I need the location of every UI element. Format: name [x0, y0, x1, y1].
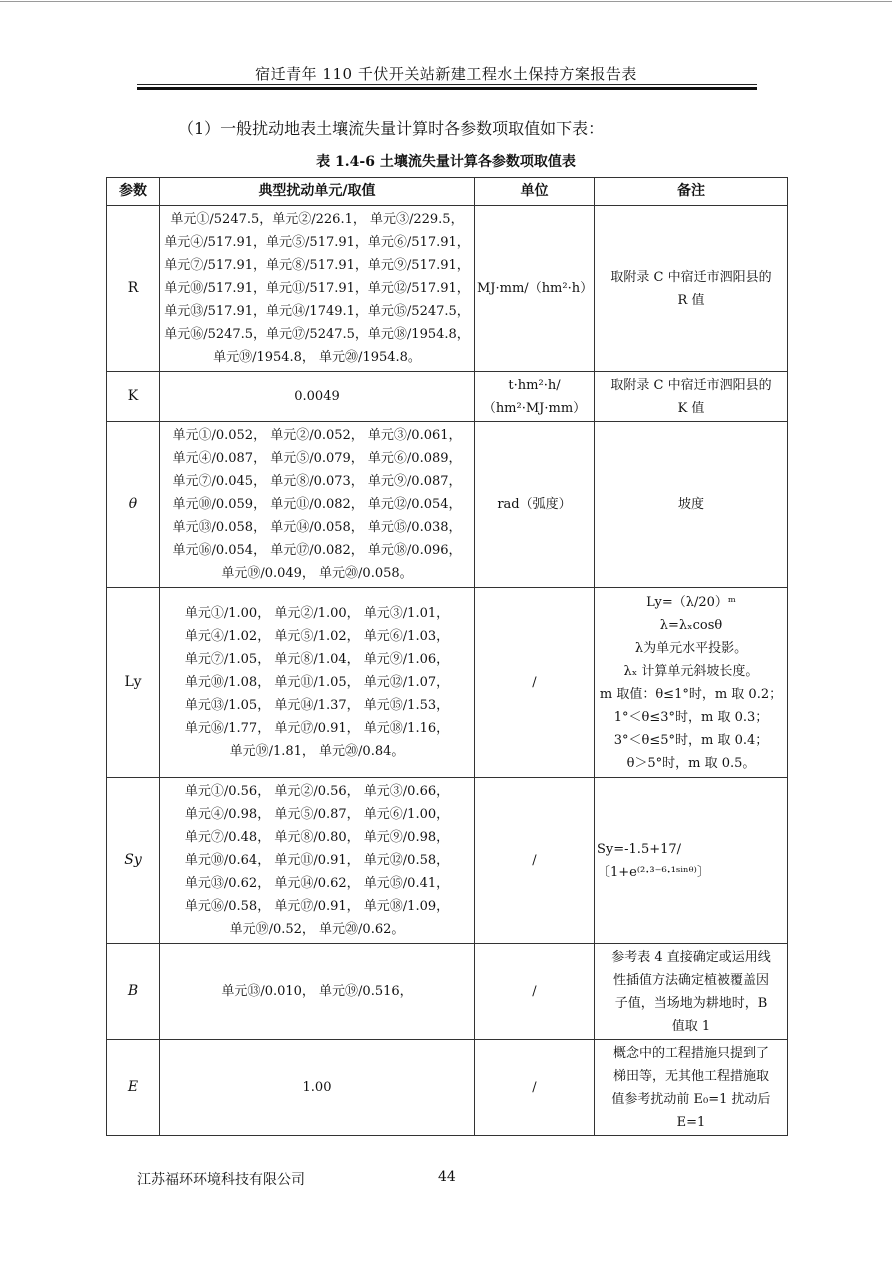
table-row-k: [107, 372, 788, 422]
unit-cell: rad（弧度）: [475, 422, 595, 588]
table-row-ly: [107, 588, 788, 778]
note-cell: 参考表 4 直接确定或运用线 性插值方法确定植被覆盖因 子值，当场地为耕地时，B 值取 1: [595, 944, 788, 1040]
table-row-r: [107, 206, 788, 372]
values-cell: 单元①/1.00， 单元②/1.00， 单元③/1.01， 单元④/1.02， 单元⑤/1.02， 单元⑥/1.03， 单元⑦/1.05， 单元⑧/1.04， 单元⑨/1.06， 单元⑩/1.08， 单元⑪/1.05， 单元⑫/1.07， 单元⑬/1.05， 单元⑭/1.37， 单元⑮/1.53， 单元⑯/1.77， 单元⑰/0.91， 单元⑱/1.16， 单元⑲/1.81， 单元⑳/0.84。: [160, 588, 475, 778]
intro-paragraph: （1）一般扰动地表土壤流失量计算时各参数项取值如下表：: [178, 119, 605, 138]
note-cell: 概念中的工程措施只提到了 梯田等，无其他工程措施取 值参考扰动前 E₀=1 扰动后 E=1: [595, 1040, 788, 1136]
page-top-edge: [0, 1, 892, 2]
param-cell: B: [107, 944, 160, 1040]
param-cell: K: [107, 372, 160, 422]
header-rule-thick: [137, 87, 757, 90]
table-row-e: [107, 1040, 788, 1136]
header-param: 参数: [107, 178, 160, 206]
param-cell: Ly: [107, 588, 160, 778]
table-row-theta: [107, 422, 788, 588]
note-cell: 取附录 C 中宿迁市泗阳县的 K 值: [595, 372, 788, 422]
values-cell: 1.00: [160, 1040, 475, 1136]
header-unit: 单位: [475, 178, 595, 206]
values-cell: 单元①/5247.5，单元②/226.1， 单元③/229.5， 单元④/517.91，单元⑤/517.91，单元⑥/517.91， 单元⑦/517.91，单元⑧/517.91，单元⑨/517.91， 单元⑩/517.91，单元⑪/517.91，单元⑫/517.91， 单元⑬/517.91，单元⑭/1749.1，单元⑮/5247.5， 单元⑯/5247.5，单元⑰/5247.5，单元⑱/1954.8， 单元⑲/1954.8， 单元⑳/1954.8。: [160, 206, 475, 372]
values-cell: 单元⑬/0.010， 单元⑲/0.516，: [160, 944, 475, 1040]
param-cell: E: [107, 1040, 160, 1136]
note-cell: 坡度: [595, 422, 788, 588]
header-rule-thin: [137, 84, 757, 85]
document-header-title: 宿迁青年 110 千伏开关站新建工程水土保持方案报告表: [255, 65, 637, 83]
footer-company: 江苏福环环境科技有限公司: [137, 1172, 305, 1188]
unit-cell: t·hm²·h/ （hm²·MJ·mm）: [475, 372, 595, 422]
table-caption: 表 1.4-6 土壤流失量计算各参数项取值表: [316, 154, 576, 170]
values-cell: 单元①/0.052， 单元②/0.052， 单元③/0.061， 单元④/0.087， 单元⑤/0.079， 单元⑥/0.089， 单元⑦/0.045， 单元⑧/0.073， 单元⑨/0.087， 单元⑩/0.059， 单元⑪/0.082， 单元⑫/0.054， 单元⑬/0.058， 单元⑭/0.058， 单元⑮/0.038， 单元⑯/0.054， 单元⑰/0.082， 单元⑱/0.096， 单元⑲/0.049， 单元⑳/0.058。: [160, 422, 475, 588]
note-cell: Ly=（λ/20）ᵐ λ=λₓcosθ λ为单元水平投影。 λₓ 计算单元斜坡长度。 m 取值：θ≤1°时，m 取 0.2； 1°＜θ≤3°时，m 取 0.3； 3°＜θ≤5°时，m 取 0.4； θ＞5°时，m 取 0.5。: [595, 588, 788, 778]
header-values: 典型扰动单元/取值: [160, 178, 475, 206]
unit-cell: MJ·mm/（hm²·h）: [475, 206, 595, 372]
param-cell: R: [107, 206, 160, 372]
unit-cell: /: [475, 778, 595, 944]
table-row-b: [107, 944, 788, 1040]
unit-cell: /: [475, 944, 595, 1040]
page-number: 44: [438, 1169, 456, 1185]
parameter-table: [106, 177, 788, 1136]
unit-cell: /: [475, 1040, 595, 1136]
note-cell: 取附录 C 中宿迁市泗阳县的 R 值: [595, 206, 788, 372]
values-cell: 0.0049: [160, 372, 475, 422]
unit-cell: /: [475, 588, 595, 778]
header-note: 备注: [595, 178, 788, 206]
param-cell: Sy: [107, 778, 160, 944]
table-header-row: [107, 178, 788, 206]
note-cell: Sy=-1.5+17/〔1+e⁽²·³⁻⁶·¹ˢⁱⁿᶿ⁾〕: [595, 778, 788, 944]
param-cell: θ: [107, 422, 160, 588]
table-row-sy: [107, 778, 788, 944]
values-cell: 单元①/0.56， 单元②/0.56， 单元③/0.66， 单元④/0.98， 单元⑤/0.87， 单元⑥/1.00， 单元⑦/0.48， 单元⑧/0.80， 单元⑨/0.98， 单元⑩/0.64， 单元⑪/0.91， 单元⑫/0.58， 单元⑬/0.62， 单元⑭/0.62， 单元⑮/0.41， 单元⑯/0.58， 单元⑰/0.91， 单元⑱/1.09， 单元⑲/0.52， 单元⑳/0.62。: [160, 778, 475, 944]
